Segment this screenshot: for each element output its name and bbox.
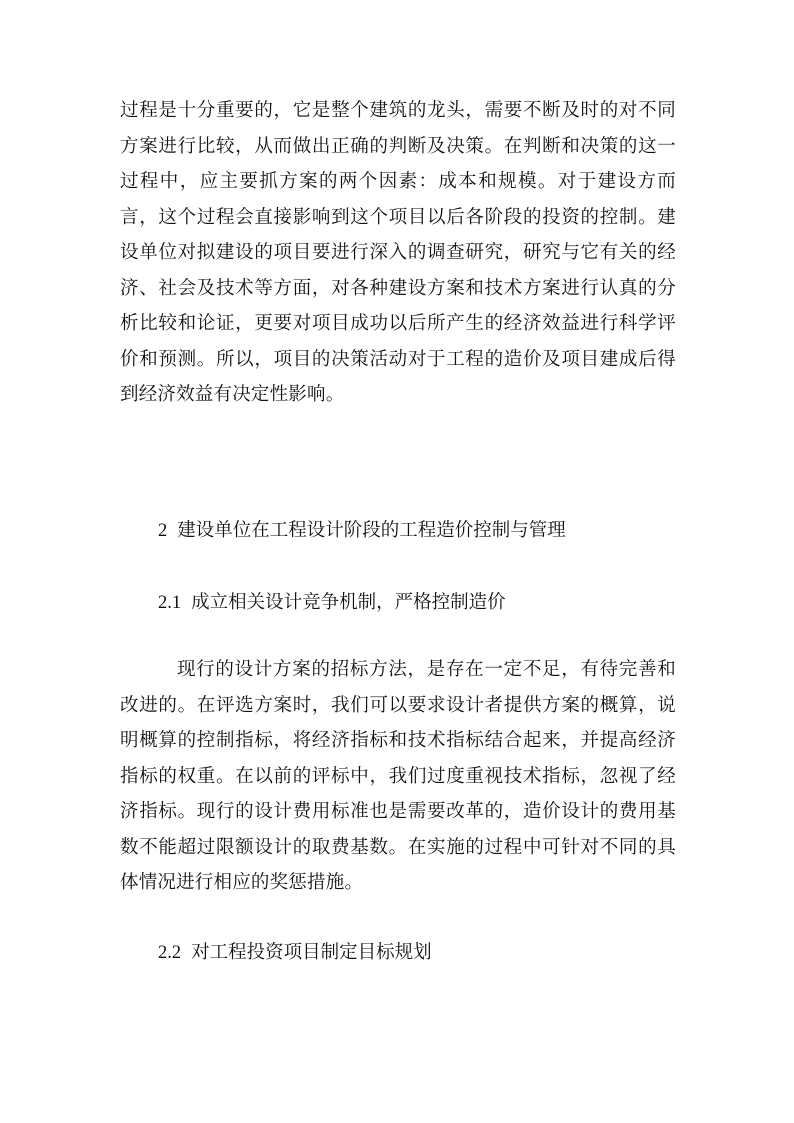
section-heading-2 — [158, 517, 566, 545]
section-number: 2.2 — [158, 943, 182, 963]
section-number: 2 — [158, 521, 168, 541]
section-title: 成立相关设计竞争机制，严格控制造价 — [191, 592, 506, 613]
paragraph-decision-stage: 过程是十分重要的，它是整个建筑的龙头，需要不断及时的对不同方案进行比较，从而做出正确的判断及决策。在判断和决策的这一过程中，应主要抓方案的两个因素：成本和规模。对于建设方而言，这个过程会直接影响到这个项目以后各阶段的投资的控制。建设单位对拟建设的项目要进行深入的调查研究，研究与它有关的经济、社会及技术等方面，对各种建设方案和技术方案进行认真的分析比较和论证，更要对项目成功以后所产生的经济效益进行科学评价和预测。所以，项目的决策活动对于工程的造价及项目建成后得到经济效益有决定性影响。 — [120, 100, 676, 405]
section-title: 建设单位在工程设计阶段的工程造价控制与管理 — [177, 520, 566, 541]
paragraph-design-competition: 现行的设计方案的招标方法，是存在一定不足，有待完善和改进的。在评选方案时，我们可以要求设计者提供方案的概算，说明概算的控制指标，将经济指标和技术指标结合起来，并提高经济指标的权重。在以前的评标中，我们过度重视技术指标，忽视了经济指标。现行的设计费用标准也是需要改革的，造价设计的费用基数不能超过限额设计的取费基数。在实施的过程中可针对不同的具体情况进行相应的奖惩措施。 — [120, 659, 676, 893]
section-heading-2-2 — [158, 939, 432, 967]
section-number: 2.1 — [158, 593, 182, 613]
section-title: 对工程投资项目制定目标规划 — [191, 942, 432, 963]
section-heading-2-1 — [158, 589, 506, 617]
